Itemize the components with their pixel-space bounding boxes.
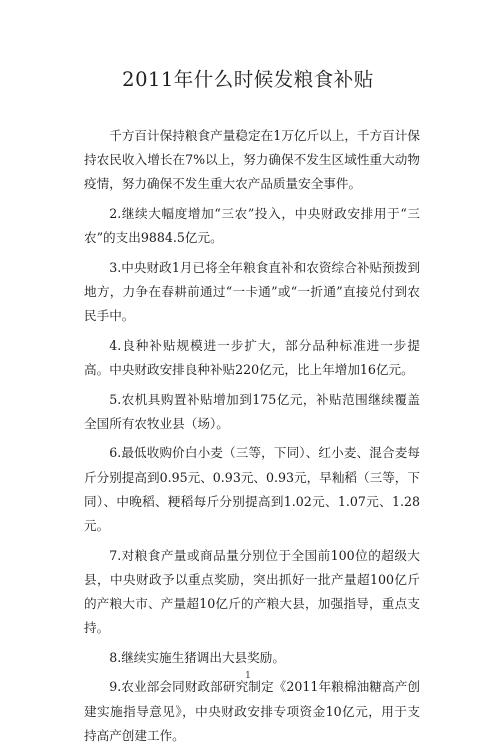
paragraph-5: 5.农机具购置补贴增加到175亿元，补贴范围继续覆盖全国所有农牧业县（场）。	[84, 391, 420, 431]
paragraph-8: 8.继续实施生猪调出大县奖励。	[109, 649, 285, 665]
paragraph-2: 2.继续大幅度增加“三农”投入，中央财政安排用于“三农”的支出9884.5亿元。	[84, 206, 420, 246]
document-title: 2011年什么时候发粮食补贴	[122, 68, 374, 91]
paragraph-intro: 千方百计保持粮食产量稳定在1万亿斤以上，千方百计保持农民收入增长在7%以上，努力确保不发生区域性重大动物疫情，努力确保不发生重大农产品质量安全事件。	[84, 128, 420, 192]
paragraph-6: 6.最低收购价白小麦（三等，下同）、红小麦、混合麦每斤分别提高到0.95元、0.93元、0.93元，早籼稻（三等，下同）、中晚稻、粳稻每斤分别提高到1.02元、1.07元、1.28元。	[84, 445, 420, 533]
document-body	[84, 124, 420, 753]
paragraph-9: 9.农业部会同财政部研究制定《2011年粮棉油糖高产创建实施指导意见》，中央财政安排专项资金10亿元，用于支持高产创建工作。	[84, 679, 420, 743]
paragraph-7: 7.对粮食产量或商品量分别位于全国前100位的超级大县，中央财政予以重点奖励，突出抓好一批产量超100亿斤的产粮大市、产量超10亿斤的产粮大县，加强指导，重点支持。	[84, 547, 420, 636]
page-number: 1	[245, 671, 251, 681]
paragraph-4: 4.良种补贴规模进一步扩大，部分品种标准进一步提高。中央财政安排良种补贴220亿元，比上年增加16亿元。	[84, 337, 420, 377]
paragraph-3: 3.中央财政1月已将全年粮食直补和农资综合补贴预拨到地方，力争在春耕前通过“一卡通”或“一折通”直接兑付到农民手中。	[84, 259, 420, 324]
